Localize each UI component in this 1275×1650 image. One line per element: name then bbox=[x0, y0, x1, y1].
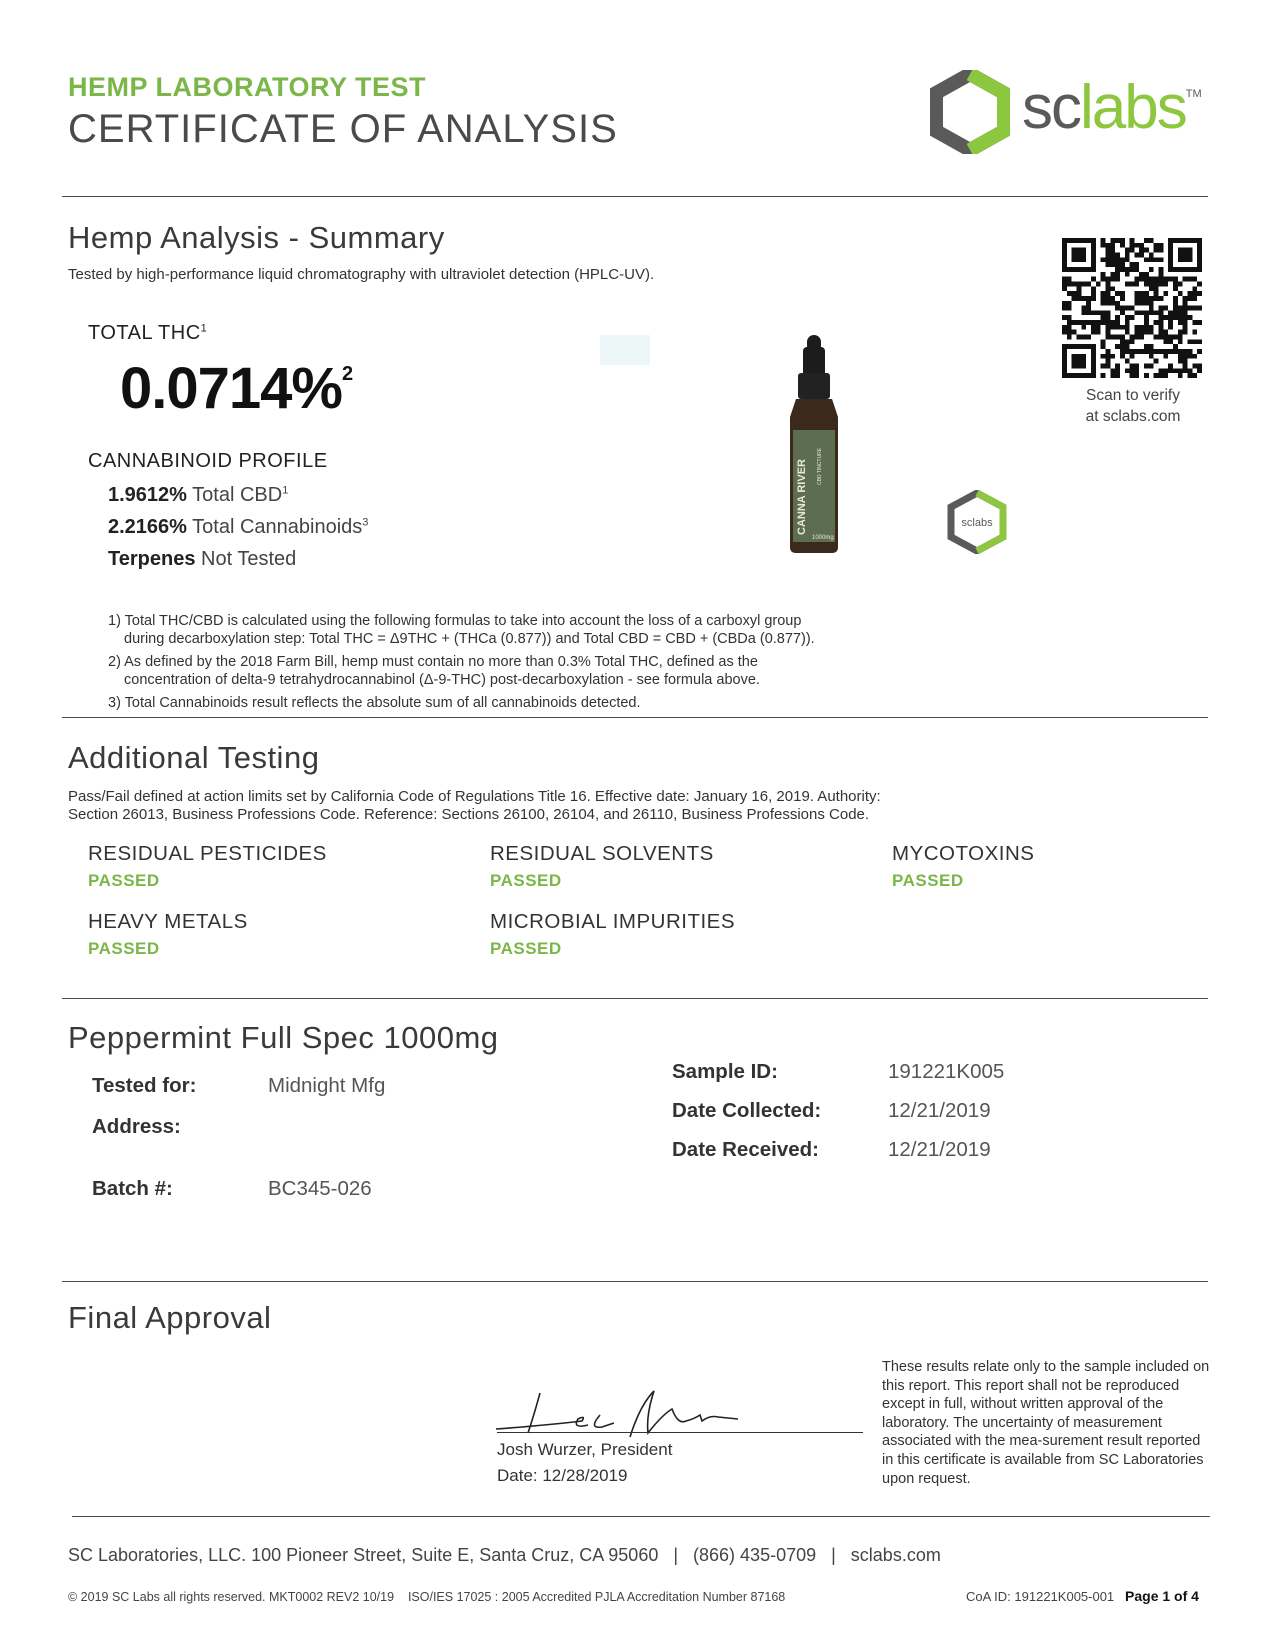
profile-row-terpenes: Terpenes Not Tested bbox=[108, 548, 297, 570]
footnote-3: 3) Total Cannabinoids result reflects the absolute sum of all cannabinoids detected. bbox=[108, 695, 641, 711]
svg-text:CBD TINCTURE: CBD TINCTURE bbox=[817, 447, 823, 485]
test-residual-solvents bbox=[490, 842, 714, 891]
batch-label: Batch #: bbox=[92, 1177, 173, 1200]
svg-text:CANNA RIVER: CANNA RIVER bbox=[796, 459, 808, 535]
verify-line-2: at sclabs.com bbox=[1085, 408, 1181, 425]
svg-text:1000mg: 1000mg bbox=[812, 535, 834, 541]
additional-note-2: Section 26013, Business Professions Code. Reference: Sections 26100, 26104, and 26110, Business Professions Code. bbox=[68, 806, 870, 823]
divider bbox=[62, 998, 1208, 999]
signature-line bbox=[497, 1432, 863, 1433]
date-received-label: Date Received: bbox=[672, 1138, 819, 1161]
approval-date: Date: 12/28/2019 bbox=[497, 1466, 628, 1485]
date-received-value: 12/21/2019 bbox=[888, 1138, 991, 1161]
test-name: RESIDUAL SOLVENTS bbox=[490, 842, 714, 865]
verify-line-1: Scan to verify bbox=[1086, 387, 1180, 404]
divider bbox=[62, 196, 1208, 197]
footer-copyright: © 2019 SC Labs all rights reserved. MKT0002 REV2 10/19 ISO/IES 17025 : 2005 Accredited PJLA Accreditation Number 87168 bbox=[68, 1590, 786, 1604]
doc-title: CERTIFICATE OF ANALYSIS bbox=[68, 107, 618, 151]
address-label: Address: bbox=[92, 1115, 181, 1138]
test-result: PASSED bbox=[88, 939, 160, 958]
profile-row-cbd: 1.9612% Total CBD$^1$ bbox=[108, 484, 289, 506]
verify-caption bbox=[1060, 385, 1206, 427]
test-result: PASSED bbox=[892, 871, 964, 890]
verification-qr-code[interactable] bbox=[1062, 238, 1202, 378]
footnote-2-cont: concentration of delta-9 tetrahydrocannabinol (Δ-9-THC) post-decarboxylation - see formula above. bbox=[124, 672, 760, 688]
divider bbox=[72, 1516, 1210, 1517]
summary-method: Tested by high-performance liquid chromatography with ultraviolet detection (HPLC-UV). bbox=[68, 266, 655, 283]
signer-name: Josh Wurzer, President bbox=[497, 1440, 673, 1459]
footer-coa bbox=[966, 1588, 1199, 1604]
batch-value: BC345-026 bbox=[268, 1177, 372, 1200]
total-thc-value: 0.0714%$^2$ bbox=[120, 356, 353, 421]
product-bottle-image bbox=[600, 335, 840, 555]
svg-text:sclabs: sclabs bbox=[961, 517, 993, 529]
date-collected-label: Date Collected: bbox=[672, 1099, 822, 1122]
test-residual-pesticides bbox=[88, 842, 327, 891]
profile-row-cannabinoids: 2.2166% Total Cannabinoids$^3$ bbox=[108, 516, 369, 538]
disclaimer: These results relate only to the sample included on this report. This report shall not be reproduced except in full, without written approval of the laboratory. The uncertainty of measurement associated with the mea-surement result reported in this certificate is available from SC Laboratories upon request. bbox=[882, 1359, 1210, 1487]
coa-id: CoA ID: 191221K005-001 bbox=[966, 1589, 1115, 1604]
footnote-1: 1) Total THC/CBD is calculated using the following formulas to take into account the loss of a carboxyl group bbox=[108, 613, 802, 629]
date-collected-value: 12/21/2019 bbox=[888, 1099, 991, 1122]
test-result: PASSED bbox=[490, 871, 562, 890]
additional-note-1: Pass/Fail defined at action limits set by California Code of Regulations Title 16. Effective date: January 16, 2019. Authority: bbox=[68, 788, 881, 805]
divider bbox=[62, 717, 1208, 718]
tested-for-label: Tested for: bbox=[92, 1074, 197, 1097]
footer-address: SC Laboratories, LLC. 100 Pioneer Street, Suite E, Santa Cruz, CA 95060 | (866) 435-0709 | sclabs.com bbox=[68, 1545, 941, 1565]
sclabs-hexagon-icon bbox=[930, 70, 1010, 154]
doc-kicker: HEMP LABORATORY TEST bbox=[68, 72, 427, 102]
cannabinoid-profile-label: CANNABINOID PROFILE bbox=[88, 450, 328, 472]
footnote-1-cont: during decarboxylation step: Total THC = Δ9THC + (THCa (0.877)) and Total CBD = CBD + (CBDa (0.877)). bbox=[124, 631, 815, 647]
test-microbial-impurities bbox=[490, 910, 735, 959]
sample-title: Peppermint Full Spec 1000mg bbox=[68, 1020, 499, 1055]
divider bbox=[62, 1281, 1208, 1282]
tested-for-value: Midnight Mfg bbox=[268, 1074, 386, 1097]
logo-wordmark: sclabs™ bbox=[1022, 73, 1202, 142]
test-result: PASSED bbox=[88, 871, 160, 890]
test-heavy-metals bbox=[88, 910, 248, 959]
additional-testing-title: Additional Testing bbox=[68, 740, 320, 775]
final-approval-title: Final Approval bbox=[68, 1300, 272, 1335]
sample-id-value: 191221K005 bbox=[888, 1060, 1005, 1083]
test-name: MICROBIAL IMPURITIES bbox=[490, 910, 736, 933]
test-mycotoxins bbox=[892, 842, 1034, 891]
summary-title: Hemp Analysis - Summary bbox=[68, 220, 445, 255]
sample-id-label: Sample ID: bbox=[672, 1060, 778, 1083]
total-thc-label: TOTAL THC$^1$ bbox=[88, 322, 208, 344]
sclabs-logo bbox=[930, 70, 1220, 160]
sclabs-badge bbox=[945, 490, 1009, 554]
test-name: RESIDUAL PESTICIDES bbox=[88, 842, 327, 865]
test-result: PASSED bbox=[490, 939, 562, 958]
test-name: MYCOTOXINS bbox=[892, 842, 1035, 865]
test-name: HEAVY METALS bbox=[88, 910, 248, 933]
page-number: Page 1 of 4 bbox=[1125, 1588, 1199, 1604]
footnote-2: 2) As defined by the 2018 Farm Bill, hemp must contain no more than 0.3% Total THC, defined as the bbox=[108, 654, 758, 670]
